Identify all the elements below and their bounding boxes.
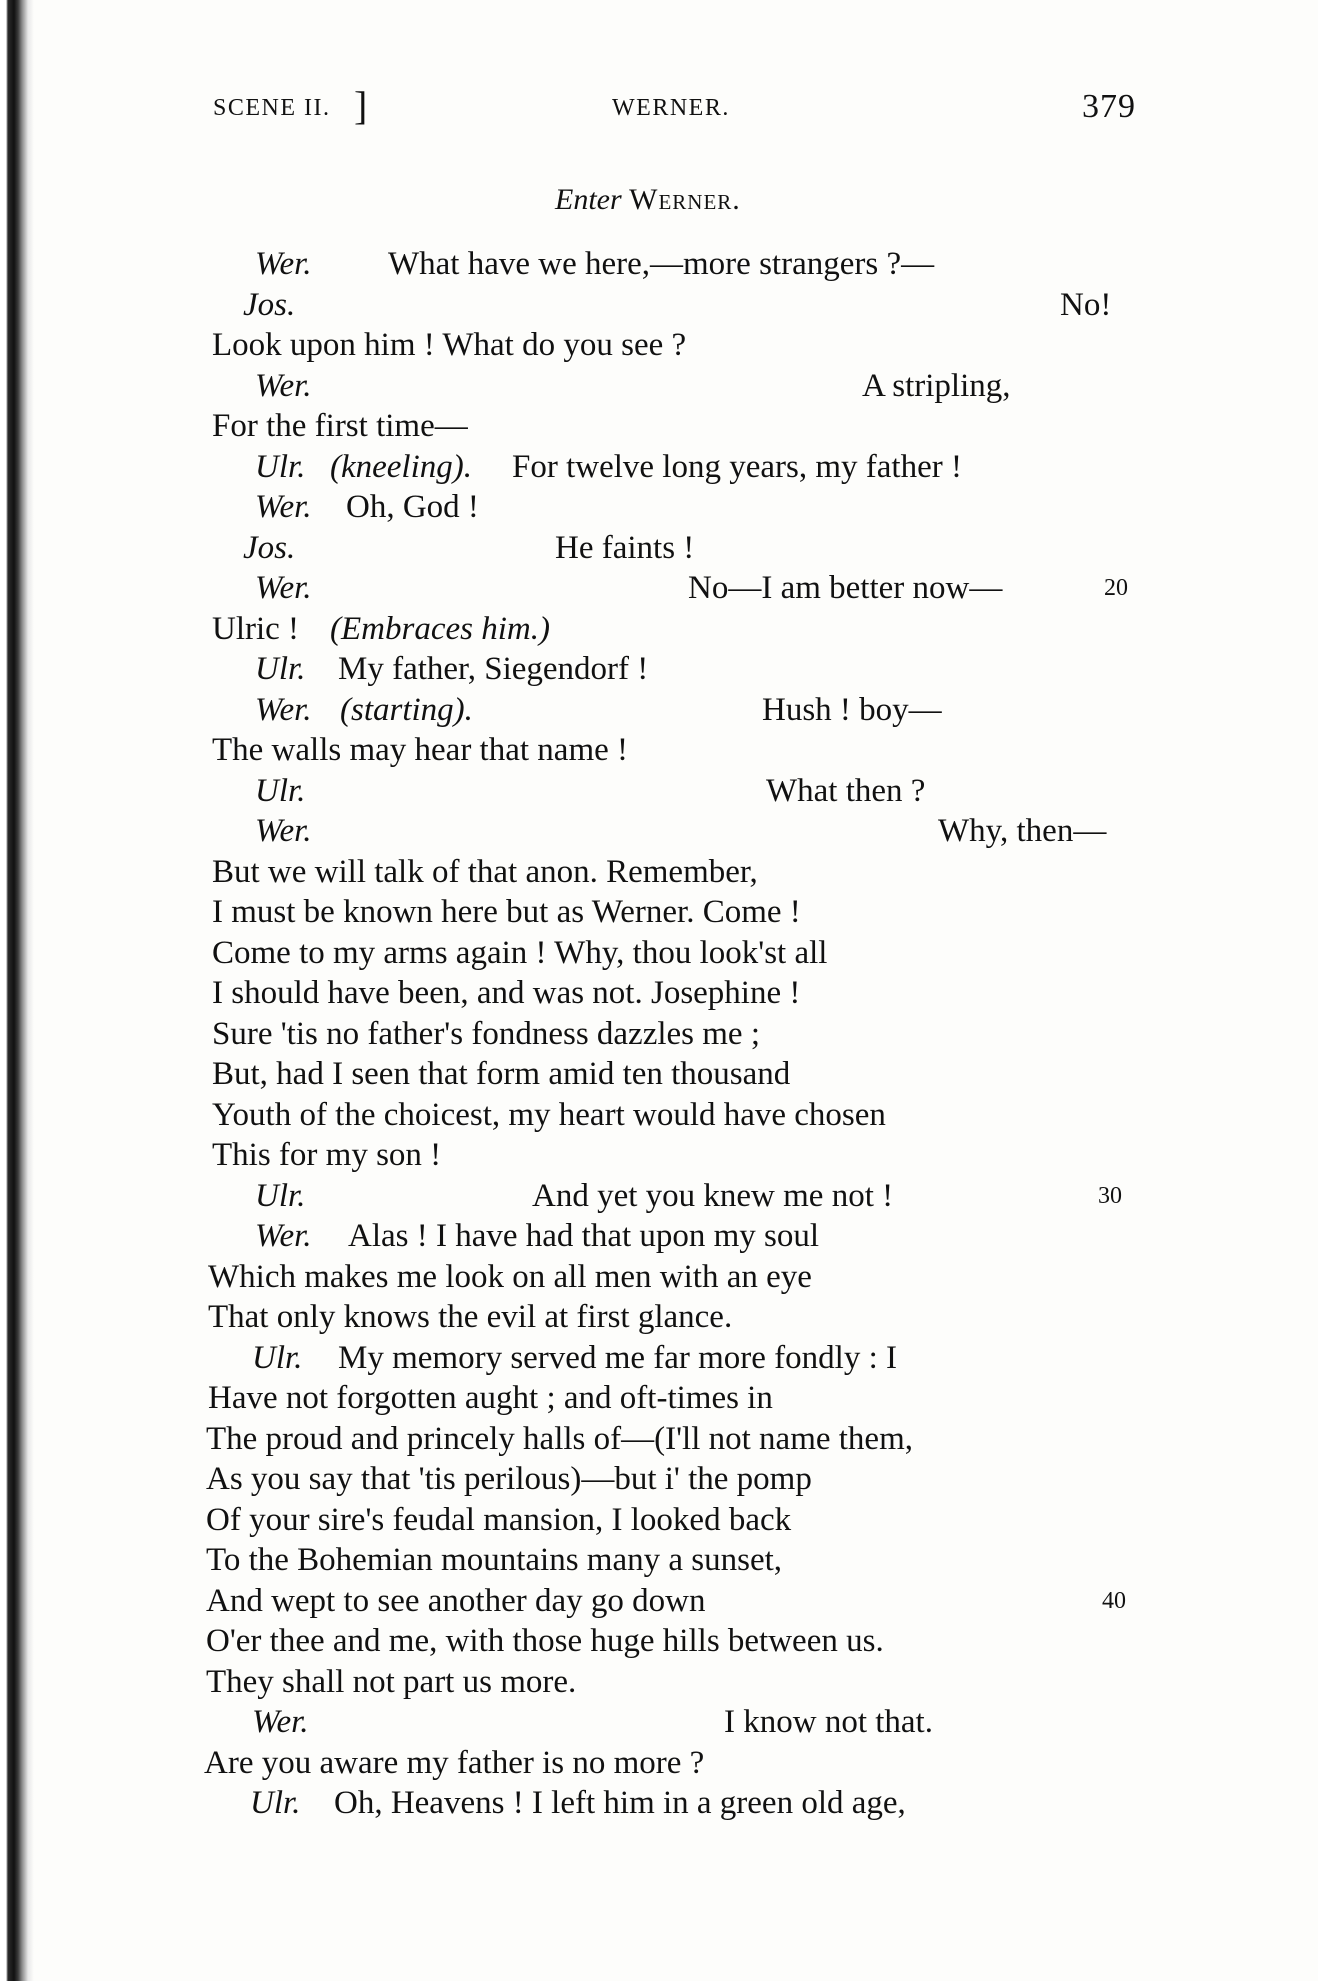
line-text: Oh, Heavens ! I left him in a green old age, bbox=[334, 1785, 906, 1821]
line-text: Why, then— bbox=[938, 813, 1107, 849]
speaker: Wer. bbox=[255, 813, 312, 849]
stage-direction-inline: (kneeling). bbox=[330, 448, 473, 485]
verse-line bbox=[0, 1459, 1318, 1500]
line-text: Come to my arms again ! Why, thou look'st all bbox=[212, 934, 828, 971]
line-text: I should have been, and was not. Josephine ! bbox=[212, 975, 801, 1011]
stage-direction-character: Werner. bbox=[629, 183, 741, 216]
line-text: What then ? bbox=[766, 772, 926, 809]
line-text: And wept to see another day go down bbox=[206, 1582, 706, 1619]
line-text: The proud and princely halls of—(I'll not name them, bbox=[206, 1420, 914, 1457]
verse-line bbox=[0, 1216, 1318, 1257]
page-number: 379 bbox=[1082, 88, 1136, 125]
speaker: Wer. bbox=[252, 1704, 309, 1740]
speaker: Ulr. bbox=[252, 1339, 303, 1376]
verse-line bbox=[0, 244, 1318, 285]
verse-line bbox=[0, 1743, 1318, 1784]
verse-line bbox=[0, 285, 1318, 326]
verse-line bbox=[0, 1621, 1318, 1662]
line-text: I must be known here but as Werner. Come ! bbox=[212, 894, 801, 930]
line-text: He faints ! bbox=[555, 529, 695, 566]
running-head-scene: SCENE II. bbox=[213, 95, 331, 121]
line-text: No! bbox=[1060, 286, 1112, 323]
line-text: For the first time— bbox=[212, 408, 468, 444]
verse-line bbox=[0, 852, 1318, 893]
verse-line bbox=[0, 933, 1318, 974]
verse-line bbox=[0, 406, 1318, 447]
line-text: Sure 'tis no father's fondness dazzles me ; bbox=[212, 1015, 760, 1052]
verse-line bbox=[0, 973, 1318, 1014]
verse-line bbox=[0, 771, 1318, 812]
speaker: Ulr. bbox=[255, 448, 306, 485]
verse-line bbox=[0, 366, 1318, 407]
line-number: 30 bbox=[1098, 1182, 1122, 1209]
verse-line bbox=[0, 1095, 1318, 1136]
stage-direction bbox=[555, 180, 741, 220]
verse-line bbox=[0, 1014, 1318, 1055]
speaker: Ulr. bbox=[255, 772, 306, 809]
line-text: Which makes me look on all men with an eye bbox=[208, 1258, 812, 1295]
verse-line bbox=[0, 1702, 1318, 1743]
line-text: A stripling, bbox=[862, 367, 1011, 404]
verse-line bbox=[0, 1135, 1318, 1176]
line-text: That only knows the evil at first glance. bbox=[208, 1299, 733, 1335]
line-text: For twelve long years, my father ! bbox=[512, 448, 962, 485]
verse-line bbox=[0, 447, 1318, 488]
verse-line bbox=[0, 528, 1318, 569]
line-text: To the Bohemian mountains many a sunset, bbox=[206, 1542, 783, 1578]
speaker: Jos. bbox=[243, 529, 296, 566]
stage-direction-inline: (Embraces him.) bbox=[330, 610, 550, 647]
line-text: My memory served me far more fondly : I bbox=[338, 1339, 898, 1376]
line-text: And yet you knew me not ! bbox=[532, 1177, 894, 1214]
verse-line bbox=[0, 1297, 1318, 1338]
verse-line bbox=[0, 1419, 1318, 1460]
line-text: Ulric ! bbox=[212, 610, 300, 647]
line-text: As you say that 'tis perilous)—but i' the pomp bbox=[206, 1461, 812, 1497]
speaker: Ulr. bbox=[255, 1177, 306, 1214]
speaker: Wer. bbox=[255, 489, 312, 525]
line-text: The walls may hear that name ! bbox=[212, 732, 628, 768]
speaker: Wer. bbox=[255, 691, 312, 728]
verse-line bbox=[0, 1662, 1318, 1703]
line-text: I know not that. bbox=[724, 1704, 933, 1740]
speaker: Wer. bbox=[255, 570, 312, 606]
line-text: Youth of the choicest, my heart would have chosen bbox=[212, 1096, 886, 1133]
line-text: O'er thee and me, with those huge hills between us. bbox=[206, 1623, 884, 1659]
verse-line bbox=[0, 609, 1318, 650]
verse-line bbox=[0, 690, 1318, 731]
speaker: Jos. bbox=[243, 286, 296, 323]
verse-line bbox=[0, 1257, 1318, 1298]
line-text: Of your sire's feudal mansion, I looked back bbox=[206, 1501, 792, 1538]
verse-line bbox=[0, 649, 1318, 690]
line-text: Look upon him ! What do you see ? bbox=[212, 327, 687, 363]
verse-line bbox=[0, 1378, 1318, 1419]
line-text: No—I am better now— bbox=[688, 570, 1003, 606]
line-text: Are you aware my father is no more ? bbox=[204, 1744, 705, 1781]
speaker: Ulr. bbox=[255, 651, 306, 687]
line-text: What have we here,—more strangers ?— bbox=[388, 246, 935, 282]
verse-line bbox=[0, 730, 1318, 771]
line-text: But we will talk of that anon. Remember, bbox=[212, 853, 758, 890]
running-head-title: WERNER. bbox=[612, 95, 730, 121]
stage-direction-enter: Enter bbox=[555, 183, 622, 216]
line-text: This for my son ! bbox=[212, 1137, 442, 1173]
line-text: Hush ! boy— bbox=[762, 691, 942, 728]
speaker: Wer. bbox=[255, 246, 312, 282]
line-text: But, had I seen that form amid ten thousand bbox=[212, 1056, 791, 1092]
line-text: Oh, God ! bbox=[346, 489, 479, 525]
line-number: 40 bbox=[1102, 1587, 1126, 1614]
verse-line bbox=[0, 487, 1318, 528]
speaker: Wer. bbox=[255, 367, 312, 404]
verse-line bbox=[0, 1338, 1318, 1379]
line-number: 20 bbox=[1104, 575, 1128, 601]
verse-line bbox=[0, 811, 1318, 852]
verse-line bbox=[0, 1500, 1318, 1541]
verse-line bbox=[0, 1540, 1318, 1581]
verse-line bbox=[0, 1054, 1318, 1095]
verse-line bbox=[0, 1581, 1318, 1622]
line-text: They shall not part us more. bbox=[206, 1663, 577, 1700]
verse-line bbox=[0, 568, 1318, 609]
speaker: Wer. bbox=[255, 1218, 312, 1254]
line-text: Alas ! I have had that upon my soul bbox=[348, 1218, 820, 1254]
verse-line bbox=[0, 1176, 1318, 1217]
verse-text bbox=[0, 244, 1318, 1824]
stage-direction-inline: (starting). bbox=[340, 691, 473, 728]
line-text: My father, Siegendorf ! bbox=[338, 651, 649, 687]
verse-line bbox=[0, 892, 1318, 933]
verse-line bbox=[0, 325, 1318, 366]
speaker: Ulr. bbox=[250, 1785, 301, 1821]
verse-line bbox=[0, 1783, 1318, 1824]
running-head-bracket: ] bbox=[354, 83, 369, 128]
line-text: Have not forgotten aught ; and oft-times in bbox=[208, 1380, 773, 1416]
